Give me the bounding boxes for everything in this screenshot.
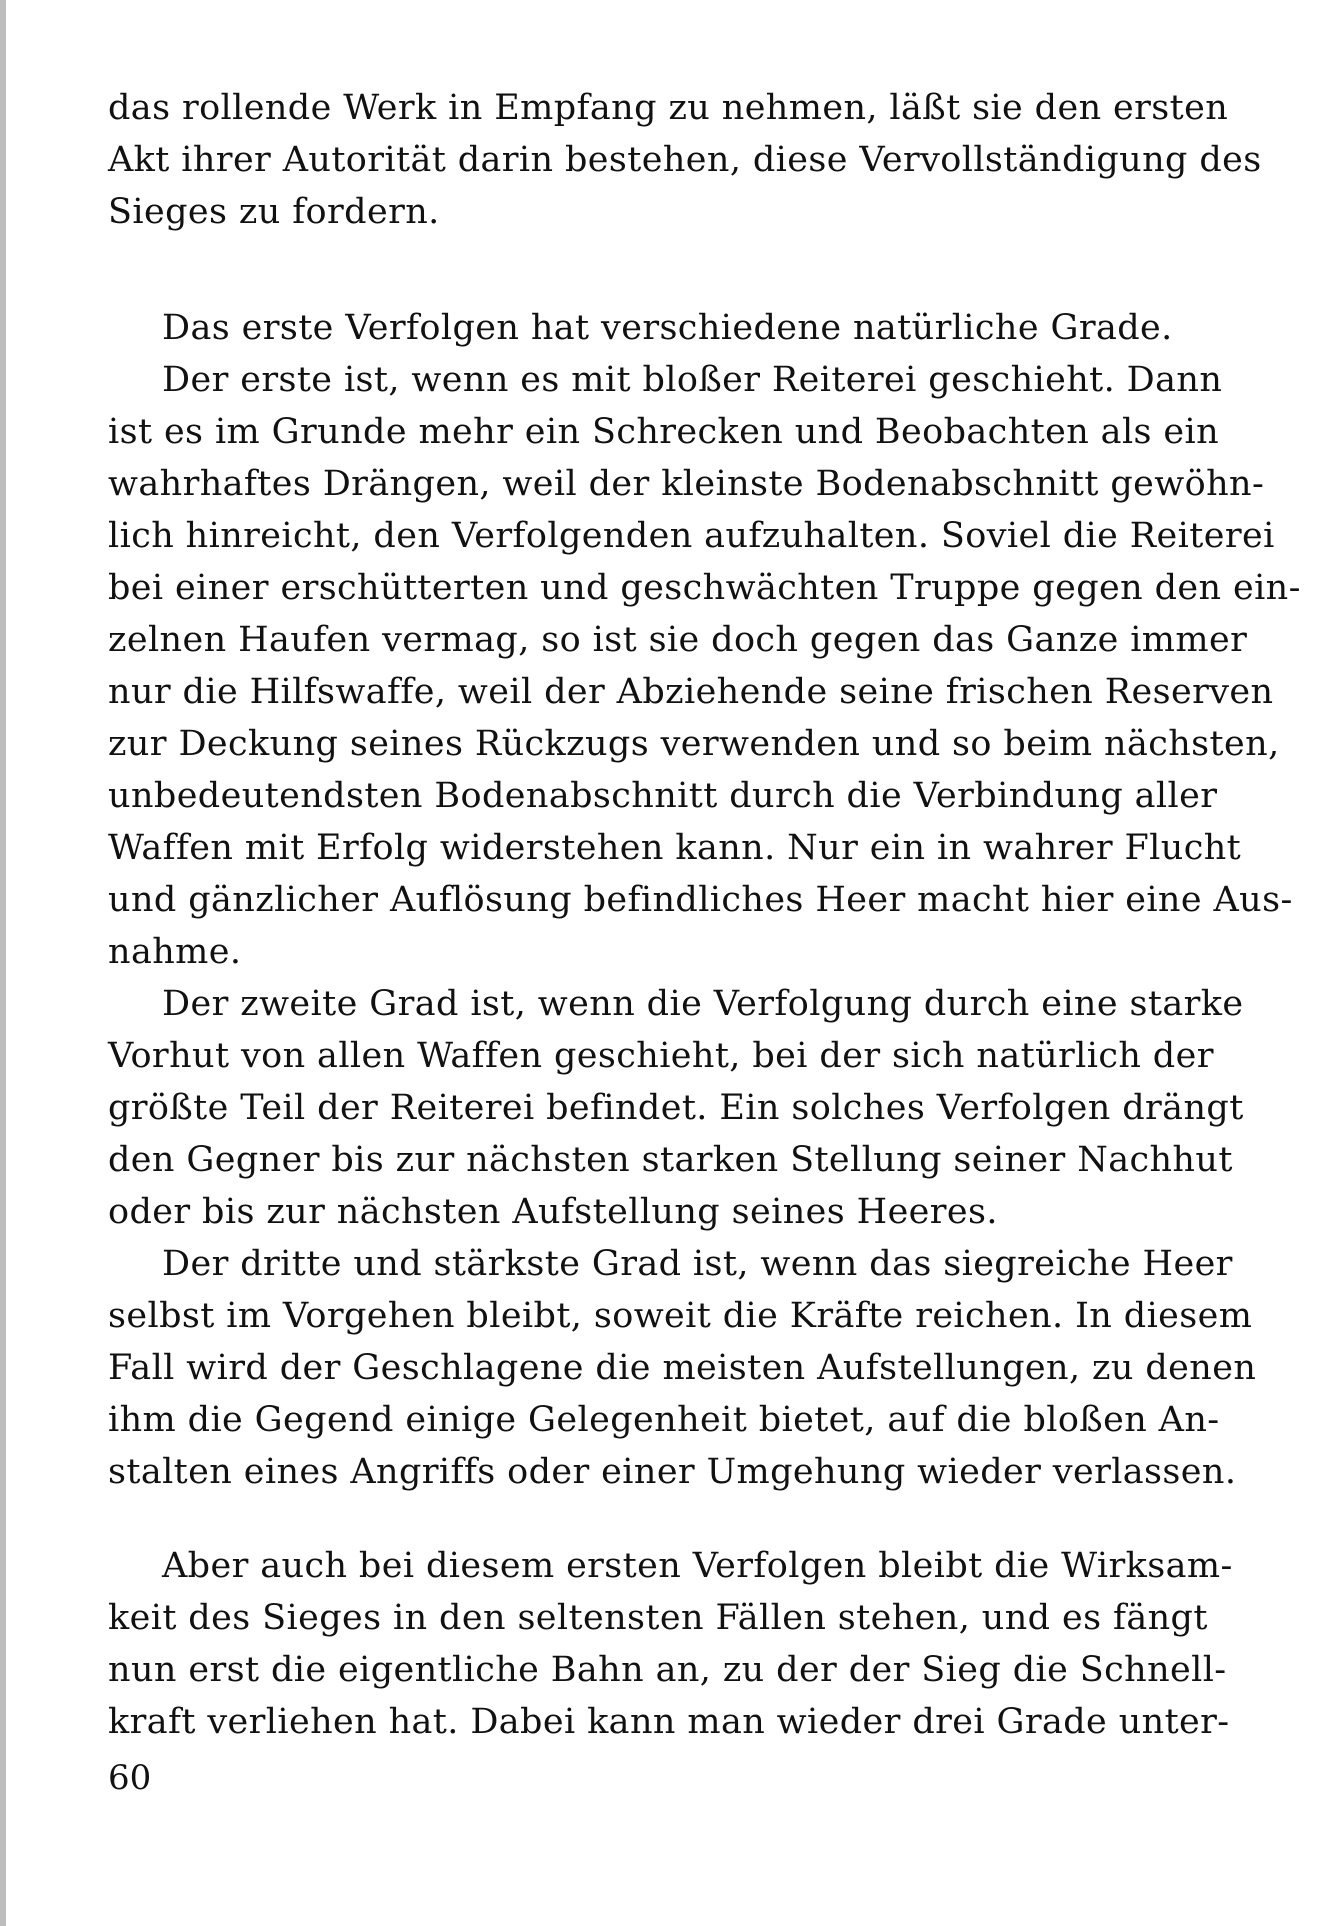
- page-edge-shadow: [0, 0, 6, 1926]
- text-line: ist es im Grunde mehr ein Schrecken und Beobachten als ein: [108, 412, 1220, 452]
- text-line: größte Teil der Reiterei befindet. Ein solches Verfolgen drängt: [108, 1088, 1244, 1128]
- text-line: keit des Sieges in den seltensten Fällen stehen, und es fängt: [108, 1598, 1208, 1638]
- page-number: 60: [108, 1758, 152, 1798]
- text-line: Aber auch bei diesem ersten Verfolgen bleibt die Wirksam-: [162, 1546, 1233, 1586]
- text-line: nur die Hilfswaffe, weil der Abziehende seine frischen Reserven: [108, 672, 1274, 712]
- text-line: Der dritte und stärkste Grad ist, wenn das siegreiche Heer: [162, 1244, 1233, 1284]
- text-line: nahme.: [108, 932, 242, 972]
- text-line: unbedeutendsten Bodenabschnitt durch die Verbindung aller: [108, 776, 1218, 816]
- text-line: Vorhut von allen Waffen geschieht, bei der sich natürlich der: [108, 1036, 1214, 1076]
- text-line: Der zweite Grad ist, wenn die Verfolgung durch eine starke: [162, 984, 1244, 1024]
- text-line: selbst im Vorgehen bleibt, soweit die Kräfte reichen. In diesem: [108, 1296, 1253, 1336]
- text-line: das rollende Werk in Empfang zu nehmen, läßt sie den ersten: [108, 88, 1229, 128]
- text-line: den Gegner bis zur nächsten starken Stellung seiner Nachhut: [108, 1140, 1233, 1180]
- text-line: und gänzlicher Auflösung befindliches Heer macht hier eine Aus-: [108, 880, 1293, 920]
- text-line: Der erste ist, wenn es mit bloßer Reiterei geschieht. Dann: [162, 360, 1223, 400]
- text-line: zur Deckung seines Rückzugs verwenden und so beim nächsten,: [108, 724, 1280, 764]
- text-line: Das erste Verfolgen hat verschiedene natürliche Grade.: [162, 308, 1173, 348]
- text-line: bei einer erschütterten und geschwächten Truppe gegen den ein-: [108, 568, 1301, 608]
- text-line: zelnen Haufen vermag, so ist sie doch gegen das Ganze immer: [108, 620, 1248, 660]
- text-line: stalten eines Angriffs oder einer Umgehung wieder verlassen.: [108, 1452, 1237, 1492]
- text-line: Waffen mit Erfolg widerstehen kann. Nur ein in wahrer Flucht: [108, 828, 1242, 868]
- text-line: Sieges zu fordern.: [108, 192, 440, 232]
- text-line: ihm die Gegend einige Gelegenheit bietet, auf die bloßen An-: [108, 1400, 1220, 1440]
- text-line: lich hinreicht, den Verfolgenden aufzuhalten. Soviel die Reiterei: [108, 516, 1275, 556]
- text-line: oder bis zur nächsten Aufstellung seines Heeres.: [108, 1192, 998, 1232]
- text-line: wahrhaftes Drängen, weil der kleinste Bodenabschnitt gewöhn-: [108, 464, 1265, 504]
- text-line: kraft verliehen hat. Dabei kann man wieder drei Grade unter-: [108, 1702, 1230, 1742]
- text-line: Fall wird der Geschlagene die meisten Aufstellungen, zu denen: [108, 1348, 1257, 1388]
- text-line: nun erst die eigentliche Bahn an, zu der der Sieg die Schnell-: [108, 1650, 1227, 1690]
- text-line: Akt ihrer Autorität darin bestehen, diese Vervollständigung des: [108, 140, 1262, 180]
